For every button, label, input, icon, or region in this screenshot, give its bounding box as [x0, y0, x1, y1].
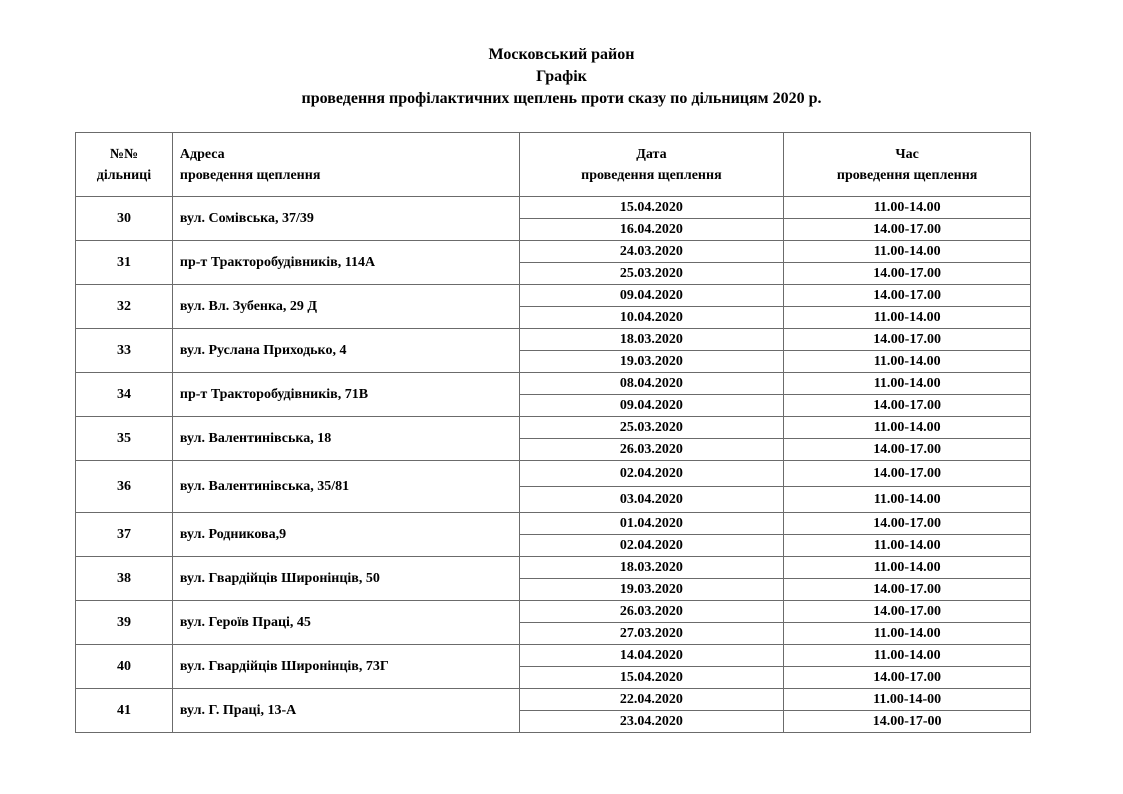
- vaccination-date: 18.03.2020: [519, 557, 784, 579]
- vaccination-time: 11.00-14.00: [784, 535, 1031, 557]
- precinct-number: 36: [76, 461, 173, 513]
- vaccination-date: 19.03.2020: [519, 351, 784, 373]
- table-row: [76, 557, 1031, 579]
- vaccination-time: 14.00-17.00: [784, 513, 1031, 535]
- vaccination-date: 14.04.2020: [519, 645, 784, 667]
- precinct-number: 30: [76, 197, 173, 241]
- vaccination-time: 11.00-14.00: [784, 487, 1031, 513]
- precinct-number: 40: [76, 645, 173, 689]
- vaccination-time: 14.00-17.00: [784, 601, 1031, 623]
- vaccination-time: 14.00-17.00: [784, 263, 1031, 285]
- vaccination-date: 22.04.2020: [519, 689, 784, 711]
- vaccination-address: вул. Гвардійців Широнінців, 73Г: [172, 645, 519, 689]
- vaccination-address: вул. Гвардійців Широнінців, 50: [172, 557, 519, 601]
- vaccination-date: 15.04.2020: [519, 667, 784, 689]
- vaccination-time: 11.00-14.00: [784, 417, 1031, 439]
- document-header: [0, 44, 1123, 110]
- header-number-line1: №№: [109, 146, 139, 162]
- district-title: Московський район: [488, 46, 635, 63]
- table-row: [76, 461, 1031, 487]
- vaccination-time: 14.00-17.00: [784, 439, 1031, 461]
- vaccination-time: 14.00-17.00: [784, 219, 1031, 241]
- table-row: [76, 241, 1031, 263]
- vaccination-time: 11.00-14.00: [784, 351, 1031, 373]
- vaccination-date: 27.03.2020: [519, 623, 784, 645]
- header-address-line1: Адреса: [179, 146, 225, 162]
- vaccination-schedule-table: [75, 132, 1031, 733]
- vaccination-time: 14.00-17.00: [784, 285, 1031, 307]
- vaccination-time: 11.00-14.00: [784, 307, 1031, 329]
- vaccination-date: 15.04.2020: [519, 197, 784, 219]
- header-date: [519, 133, 784, 197]
- vaccination-time: 14.00-17.00: [784, 579, 1031, 601]
- vaccination-time: 14.00-17.00: [784, 667, 1031, 689]
- table-row: [76, 373, 1031, 395]
- vaccination-date: 09.04.2020: [519, 285, 784, 307]
- vaccination-date: 18.03.2020: [519, 329, 784, 351]
- precinct-number: 41: [76, 689, 173, 733]
- vaccination-address: вул. Героїв Праці, 45: [172, 601, 519, 645]
- vaccination-date: 26.03.2020: [519, 601, 784, 623]
- vaccination-time: 11.00-14.00: [784, 373, 1031, 395]
- vaccination-address: пр-т Тракторобудівників, 114А: [172, 241, 519, 285]
- vaccination-address: вул. Валентинівська, 35/81: [172, 461, 519, 513]
- header-time: [784, 133, 1031, 197]
- schedule-title: Графік: [536, 68, 587, 85]
- table-row: [76, 417, 1031, 439]
- vaccination-date: 02.04.2020: [519, 461, 784, 487]
- header-address: [172, 133, 519, 197]
- vaccination-date: 08.04.2020: [519, 373, 784, 395]
- header-time-line2: проведення щеплення: [836, 167, 978, 183]
- table-row: [76, 329, 1031, 351]
- vaccination-address: вул. Руслана Приходько, 4: [172, 329, 519, 373]
- header-address-line2: проведення щеплення: [179, 167, 321, 183]
- vaccination-time: 11.00-14.00: [784, 557, 1031, 579]
- table-row: [76, 689, 1031, 711]
- table-row: [76, 601, 1031, 623]
- vaccination-time: 14.00-17.00: [784, 329, 1031, 351]
- precinct-number: 37: [76, 513, 173, 557]
- table-header-row: [76, 133, 1031, 197]
- schedule-subtitle: проведення профілактичних щеплень проти сказу по дільницям 2020 р.: [301, 90, 822, 107]
- vaccination-date: 16.04.2020: [519, 219, 784, 241]
- precinct-number: 32: [76, 285, 173, 329]
- vaccination-date: 19.03.2020: [519, 579, 784, 601]
- vaccination-time: 11.00-14.00: [784, 623, 1031, 645]
- vaccination-time: 11.00-14.00: [784, 645, 1031, 667]
- precinct-number: 31: [76, 241, 173, 285]
- vaccination-address: вул. Вл. Зубенка, 29 Д: [172, 285, 519, 329]
- header-date-line2: проведення щеплення: [581, 167, 722, 183]
- precinct-number: 39: [76, 601, 173, 645]
- vaccination-time: 14.00-17.00: [784, 461, 1031, 487]
- vaccination-date: 26.03.2020: [519, 439, 784, 461]
- vaccination-time: 11.00-14-00: [784, 689, 1031, 711]
- table-row: [76, 513, 1031, 535]
- vaccination-address: вул. Родникова,9: [172, 513, 519, 557]
- vaccination-date: 09.04.2020: [519, 395, 784, 417]
- vaccination-date: 25.03.2020: [519, 417, 784, 439]
- vaccination-date: 10.04.2020: [519, 307, 784, 329]
- precinct-number: 34: [76, 373, 173, 417]
- vaccination-time: 11.00-14.00: [784, 241, 1031, 263]
- vaccination-address: пр-т Тракторобудівників, 71В: [172, 373, 519, 417]
- vaccination-date: 23.04.2020: [519, 711, 784, 733]
- header-time-line1: Час: [895, 146, 919, 162]
- vaccination-address: вул. Г. Праці, 13-А: [172, 689, 519, 733]
- header-date-line1: Дата: [636, 146, 667, 162]
- precinct-number: 38: [76, 557, 173, 601]
- table-row: [76, 645, 1031, 667]
- table-row: [76, 197, 1031, 219]
- precinct-number: 35: [76, 417, 173, 461]
- precinct-number: 33: [76, 329, 173, 373]
- vaccination-date: 02.04.2020: [519, 535, 784, 557]
- vaccination-address: вул. Сомівська, 37/39: [172, 197, 519, 241]
- table-row: [76, 285, 1031, 307]
- vaccination-time: 11.00-14.00: [784, 197, 1031, 219]
- header-number-line2: дільниці: [96, 167, 152, 183]
- vaccination-time: 14.00-17-00: [784, 711, 1031, 733]
- vaccination-date: 03.04.2020: [519, 487, 784, 513]
- vaccination-date: 01.04.2020: [519, 513, 784, 535]
- vaccination-address: вул. Валентинівська, 18: [172, 417, 519, 461]
- header-precinct-number: [76, 133, 173, 197]
- table-body: [76, 197, 1031, 733]
- vaccination-date: 24.03.2020: [519, 241, 784, 263]
- vaccination-date: 25.03.2020: [519, 263, 784, 285]
- vaccination-time: 14.00-17.00: [784, 395, 1031, 417]
